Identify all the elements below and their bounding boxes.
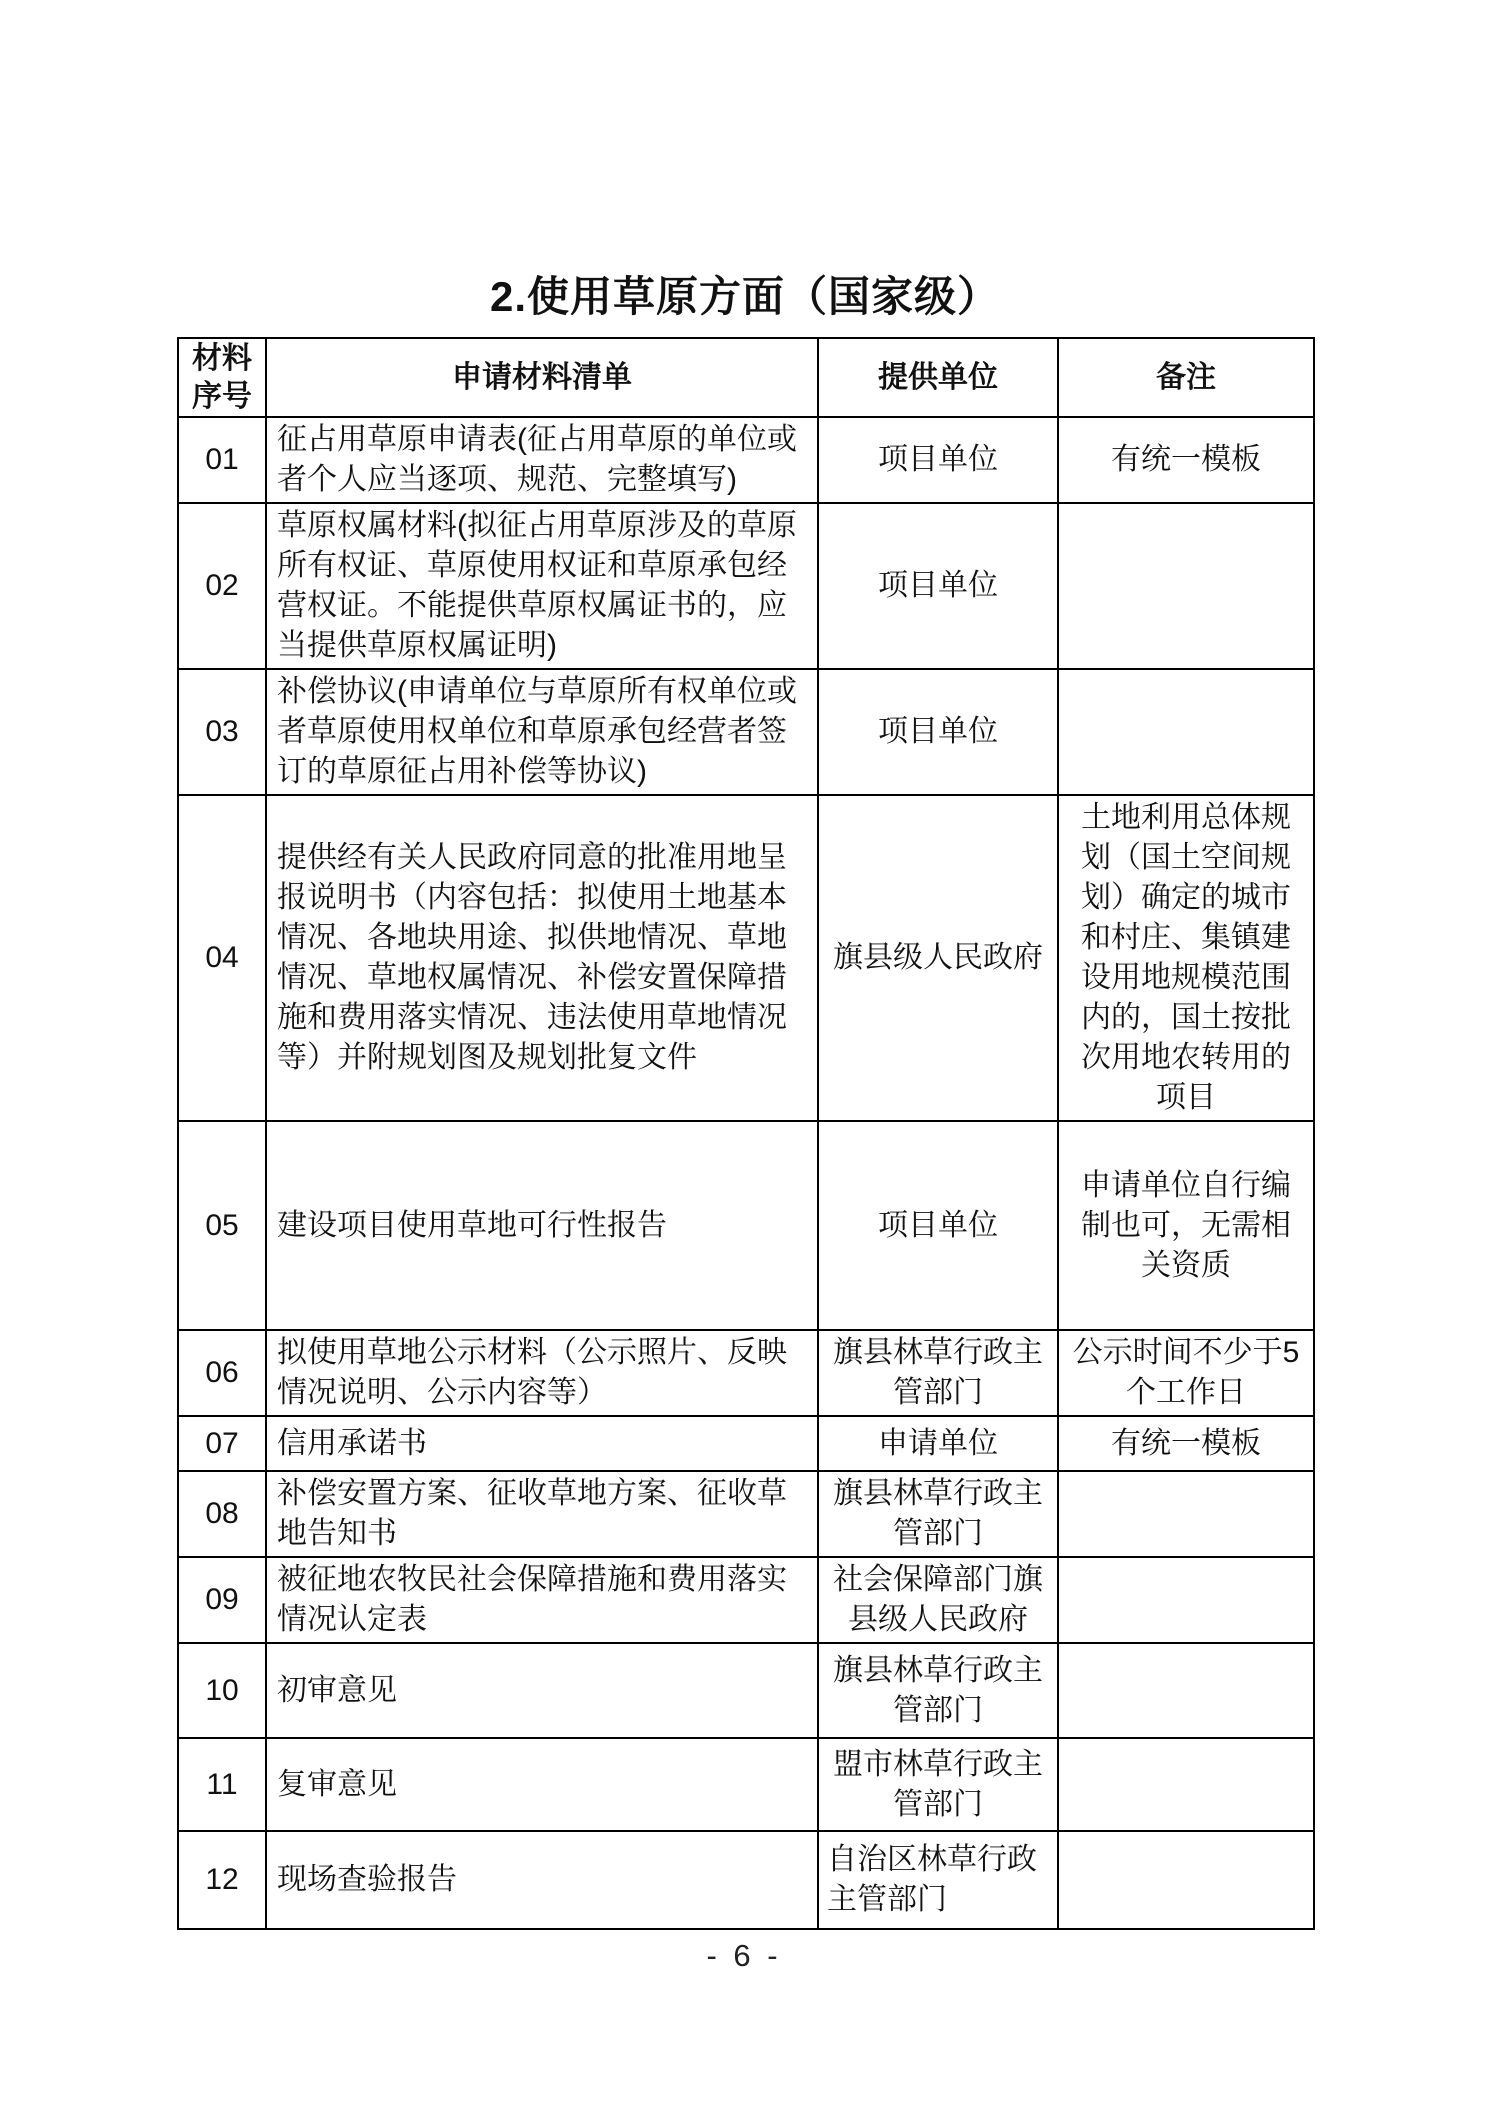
material-description: 拟使用草地公示材料（公示照片、反映情况说明、公示内容等） — [266, 1330, 818, 1416]
material-description: 现场查验报告 — [266, 1831, 818, 1929]
provider-unit: 旗县林草行政主管部门 — [818, 1643, 1058, 1738]
remark: 申请单位自行编制也可，无需相关资质 — [1058, 1121, 1314, 1330]
material-description: 草原权属材料(拟征占用草原涉及的草原所有权证、草原使用权证和草原承包经营权证。不能提供草原权属证书的，应当提供草原权属证明) — [266, 503, 818, 669]
provider-unit: 旗县级人民政府 — [818, 795, 1058, 1121]
material-number: 05 — [178, 1121, 266, 1330]
table-row — [178, 1471, 1314, 1557]
provider-unit: 项目单位 — [818, 669, 1058, 795]
table-row — [178, 1831, 1314, 1929]
material-number: 03 — [178, 669, 266, 795]
table-header-row — [178, 338, 1314, 417]
remark — [1058, 1557, 1314, 1643]
table-row — [178, 669, 1314, 795]
material-number: 08 — [178, 1471, 266, 1557]
material-number: 09 — [178, 1557, 266, 1643]
table-row — [178, 1416, 1314, 1471]
material-description: 初审意见 — [266, 1643, 818, 1738]
material-description: 被征地农牧民社会保障措施和费用落实情况认定表 — [266, 1557, 818, 1643]
material-number: 12 — [178, 1831, 266, 1929]
provider-unit: 社会保障部门旗县级人民政府 — [818, 1557, 1058, 1643]
material-number: 04 — [178, 795, 266, 1121]
material-number: 07 — [178, 1416, 266, 1471]
provider-unit: 项目单位 — [818, 503, 1058, 669]
col-header-material: 申请材料清单 — [266, 338, 818, 417]
provider-unit: 旗县林草行政主管部门 — [818, 1330, 1058, 1416]
provider-unit: 盟市林草行政主管部门 — [818, 1738, 1058, 1831]
remark: 有统一模板 — [1058, 1416, 1314, 1471]
remark — [1058, 669, 1314, 795]
col-header-provider: 提供单位 — [818, 338, 1058, 417]
material-description: 补偿协议(申请单位与草原所有权单位或者草原使用权单位和草原承包经营者签订的草原征占用补偿等协议) — [266, 669, 818, 795]
material-number: 02 — [178, 503, 266, 669]
material-number: 06 — [178, 1330, 266, 1416]
remark: 公示时间不少于5个工作日 — [1058, 1330, 1314, 1416]
table-row — [178, 1738, 1314, 1831]
page-title: 2.使用草原方面（国家级） — [489, 273, 1001, 320]
table-row — [178, 1557, 1314, 1643]
material-description: 提供经有关人民政府同意的批准用地呈报说明书（内容包括：拟使用土地基本情况、各地块用途、拟供地情况、草地情况、草地权属情况、补偿安置保障措施和费用落实情况、违法使用草地情况等）并附规划图及规划批复文件 — [266, 795, 818, 1121]
material-number: 01 — [178, 417, 266, 503]
material-description: 信用承诺书 — [266, 1416, 818, 1471]
col-header-no: 材料序号 — [178, 338, 266, 417]
material-description: 建设项目使用草地可行性报告 — [266, 1121, 818, 1330]
col-header-remark: 备注 — [1058, 338, 1314, 417]
table-row — [178, 795, 1314, 1121]
page-number: - 6 - — [706, 1938, 782, 1973]
material-number: 10 — [178, 1643, 266, 1738]
table-row — [178, 1643, 1314, 1738]
provider-unit: 项目单位 — [818, 1121, 1058, 1330]
table-row — [178, 417, 1314, 503]
table-row — [178, 1121, 1314, 1330]
materials-table — [177, 337, 1315, 1930]
material-number: 11 — [178, 1738, 266, 1831]
table-row — [178, 1330, 1314, 1416]
provider-unit: 旗县林草行政主管部门 — [818, 1471, 1058, 1557]
remark — [1058, 1738, 1314, 1831]
remark — [1058, 503, 1314, 669]
provider-unit: 项目单位 — [818, 417, 1058, 503]
provider-unit: 申请单位 — [818, 1416, 1058, 1471]
table-row — [178, 503, 1314, 669]
remark — [1058, 1643, 1314, 1738]
remark: 有统一模板 — [1058, 417, 1314, 503]
material-description: 补偿安置方案、征收草地方案、征收草地告知书 — [266, 1471, 818, 1557]
table-body — [178, 417, 1314, 1929]
remark — [1058, 1831, 1314, 1929]
material-description: 复审意见 — [266, 1738, 818, 1831]
remark: 土地利用总体规划（国土空间规划）确定的城市和村庄、集镇建设用地规模范围内的，国土按批次用地农转用的项目 — [1058, 795, 1314, 1121]
provider-unit: 自治区林草行政主管部门 — [818, 1831, 1058, 1929]
table-header — [178, 338, 1314, 417]
material-description: 征占用草原申请表(征占用草原的单位或者个人应当逐项、规范、完整填写) — [266, 417, 818, 503]
remark — [1058, 1471, 1314, 1557]
